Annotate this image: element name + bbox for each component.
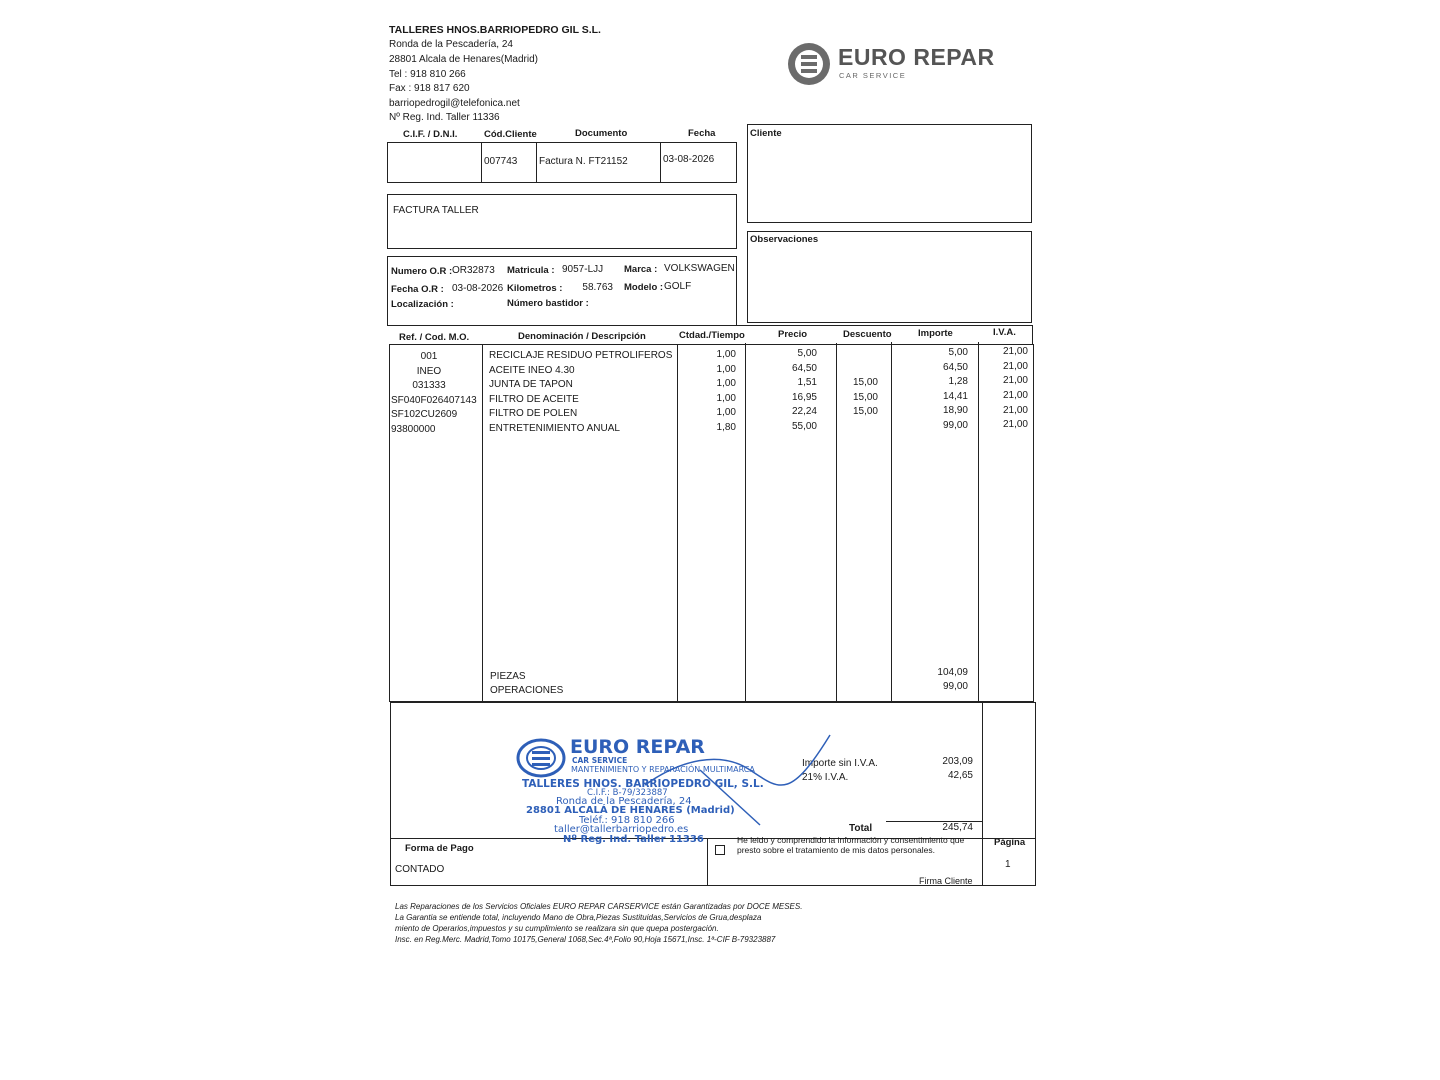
- row-2-desc: ACEITE INEO 4.30: [489, 365, 575, 376]
- iva-value: 42,65: [947, 770, 973, 781]
- row-3-dto: 15,00: [852, 377, 878, 388]
- label-localizacion: Localización :: [391, 299, 454, 310]
- label-kilometros: Kilometros :: [507, 283, 563, 294]
- row-4-iva: 21,00: [1002, 390, 1028, 401]
- row-1-importe: 5,00: [948, 347, 968, 358]
- legal-line-4: Insc. en Reg.Merc. Madrid,Tomo 10175,General 1068,Sec.4ª,Folio 90,Hoja 15671,Insc. 1ª-CIF B-79323887: [395, 935, 776, 944]
- legal-line-3: miento de Operarios,impuestos y su cumplimiento se realizara sin que quepa postergación.: [395, 924, 719, 933]
- stamp-line-7: taller@tallerbarriopedro.es: [554, 824, 689, 835]
- iva-label: 21% I.V.A.: [802, 772, 849, 783]
- label-matricula: Matricula :: [507, 265, 555, 276]
- stamp-line-5: 28801 ALCALÁ DE HENARES (Madrid): [526, 805, 735, 816]
- numero-or-value: OR32873: [452, 265, 495, 276]
- row-4-dto: 15,00: [852, 392, 878, 403]
- stamp-tagline: CAR SERVICE: [572, 756, 628, 765]
- piezas-value: 104,09: [937, 667, 968, 678]
- label-fecha-or: Fecha O.R :: [391, 284, 444, 295]
- consent-checkbox[interactable]: [715, 845, 725, 855]
- row-1-precio: 5,00: [797, 348, 817, 359]
- kilometros-value: 58.763: [582, 282, 613, 293]
- modelo-value: GOLF: [664, 281, 692, 292]
- row-3-importe: 1,28: [948, 376, 968, 387]
- row-3-qty: 1,00: [716, 378, 736, 389]
- row-5-ref: SF102CU2609: [391, 409, 458, 420]
- row-6-ref: 93800000: [391, 424, 436, 435]
- company-address-1: Ronda de la Pescadería, 24: [389, 39, 513, 50]
- consent-text: He leido y comprendido la información y consentimiento que presto sobre el tratamiento de mis datos personales.: [737, 835, 965, 855]
- row-5-iva: 21,00: [1002, 405, 1028, 416]
- label-documento: Documento: [575, 128, 628, 139]
- row-6-importe: 99,00: [942, 420, 968, 431]
- row-6-iva: 21,00: [1002, 419, 1028, 430]
- company-reg: Nº Reg. Ind. Taller 11336: [389, 112, 500, 123]
- row-6-desc: ENTRETENIMIENTO ANUAL: [489, 423, 620, 434]
- company-address-2: 28801 Alcala de Henares(Madrid): [389, 54, 538, 65]
- fecha-or-value: 03-08-2026: [452, 283, 504, 294]
- total-label: Total: [849, 823, 873, 834]
- row-4-desc: FILTRO DE ACEITE: [489, 394, 579, 405]
- col-header-qty: Ctdad./Tiempo: [679, 330, 745, 341]
- label-cod-cliente: Cód.Cliente: [484, 129, 537, 140]
- row-4-precio: 16,95: [791, 392, 817, 403]
- legal-line-2: La Garantia se entiende total, incluyendo Mano de Obra,Piezas Sustituidas,Servicios de Grua,desplaza: [395, 913, 762, 922]
- sin-iva-value: 203,09: [942, 756, 973, 767]
- row-3-desc: JUNTA DE TAPON: [489, 379, 573, 390]
- documento-value: Factura N. FT21152: [539, 156, 628, 167]
- label-bastidor: Número bastidor :: [507, 298, 589, 309]
- pagina-value: 1: [1005, 859, 1011, 870]
- row-6-precio: 55,00: [791, 421, 817, 432]
- fecha-value: 03-08-2026: [663, 154, 715, 165]
- row-1-desc: RECICLAJE RESIDUO PETROLIFEROS: [489, 350, 673, 361]
- col-header-importe: Importe: [918, 328, 953, 339]
- total-value: 245,74: [942, 822, 973, 833]
- stamp-logo-icon: [516, 738, 566, 778]
- cliente-box: [747, 124, 1032, 223]
- piezas-label: PIEZAS: [490, 671, 526, 682]
- row-4-importe: 14,41: [942, 391, 968, 402]
- logo-tagline: CAR SERVICE: [839, 71, 907, 80]
- row-4-ref: SF040F026407143: [391, 395, 477, 406]
- row-6-qty: 1,80: [716, 422, 736, 433]
- label-fecha: Fecha: [688, 128, 716, 139]
- forma-pago-label: Forma de Pago: [405, 843, 474, 854]
- label-modelo: Modelo :: [624, 282, 664, 293]
- row-2-importe: 64,50: [942, 362, 968, 373]
- col-header-descuento: Descuento: [843, 329, 892, 340]
- col-header-precio: Precio: [778, 329, 808, 340]
- legal-line-1: Las Reparaciones de los Servicios Oficiales EURO REPAR CARSERVICE están Garantizadas por DOCE MESES.: [395, 902, 803, 911]
- row-2-qty: 1,00: [716, 364, 736, 375]
- stamp-brand: EURO REPAR: [570, 736, 705, 758]
- row-2-ref: INEO: [416, 366, 442, 377]
- row-5-precio: 22,24: [791, 406, 817, 417]
- operaciones-value: 99,00: [942, 681, 968, 692]
- label-observaciones: Observaciones: [750, 234, 819, 245]
- doc-type-box: [387, 194, 737, 249]
- row-5-qty: 1,00: [716, 407, 736, 418]
- row-3-ref: 031333: [412, 380, 446, 391]
- signature-scribble: [640, 730, 840, 830]
- row-1-iva: 21,00: [1002, 346, 1028, 357]
- logo-brand: EURO REPAR: [838, 44, 995, 70]
- row-5-desc: FILTRO DE POLEN: [489, 408, 578, 419]
- label-cif: C.I.F. / D.N.I.: [403, 129, 458, 140]
- company-fax: Fax : 918 817 620: [389, 83, 470, 94]
- euro-repar-logo-icon: [787, 42, 831, 86]
- row-4-qty: 1,00: [716, 393, 736, 404]
- stamp-line-4: Ronda de la Pescadería, 24: [556, 796, 692, 807]
- col-header-iva: I.V.A.: [993, 327, 1016, 338]
- row-5-dto: 15,00: [852, 406, 878, 417]
- company-tel: Tel : 918 810 266: [389, 69, 466, 80]
- doc-type: FACTURA TALLER: [393, 205, 479, 216]
- row-2-precio: 64,50: [791, 363, 817, 374]
- label-marca: Marca :: [624, 264, 658, 275]
- sin-iva-label: Importe sin I.V.A.: [802, 758, 878, 769]
- company-name: TALLERES HNOS.BARRIOPEDRO GIL S.L.: [389, 24, 601, 36]
- stamp-line-1: MANTENIMIENTO Y REPARACIÓN MULTIMARCA: [571, 765, 755, 774]
- row-5-importe: 18,90: [942, 405, 968, 416]
- row-3-precio: 1,51: [797, 377, 817, 388]
- stamp-line-3: C.I.F.: B-79/323887: [587, 788, 668, 798]
- label-cliente: Cliente: [750, 128, 782, 139]
- row-3-iva: 21,00: [1002, 375, 1028, 386]
- company-email: barriopedrogil@telefonica.net: [389, 98, 520, 109]
- marca-value: VOLKSWAGEN: [664, 263, 735, 274]
- stamp-line-6: Teléf.: 918 810 266: [579, 815, 675, 826]
- pagina-label: Página: [994, 837, 1026, 848]
- col-header-desc: Denominación / Descripción: [518, 331, 646, 342]
- row-1-qty: 1,00: [716, 349, 736, 360]
- firma-cliente-label: Firma Cliente: [919, 876, 973, 886]
- row-1-ref: 001: [420, 351, 438, 362]
- cod-cliente-value: 007743: [484, 156, 518, 167]
- col-header-ref: Ref. / Cod. M.O.: [399, 332, 470, 343]
- operaciones-label: OPERACIONES: [490, 685, 564, 696]
- forma-pago-value: CONTADO: [395, 864, 445, 875]
- stamp-line-8: Nº Reg. Ind. Taller 11336: [563, 834, 704, 845]
- stamp-line-2: TALLERES HNOS. BARRIOPEDRO GIL, S.L.: [522, 778, 764, 790]
- row-2-iva: 21,00: [1002, 361, 1028, 372]
- matricula-value: 9057-LJJ: [562, 264, 604, 275]
- label-numero-or: Numero O.R :: [391, 266, 453, 277]
